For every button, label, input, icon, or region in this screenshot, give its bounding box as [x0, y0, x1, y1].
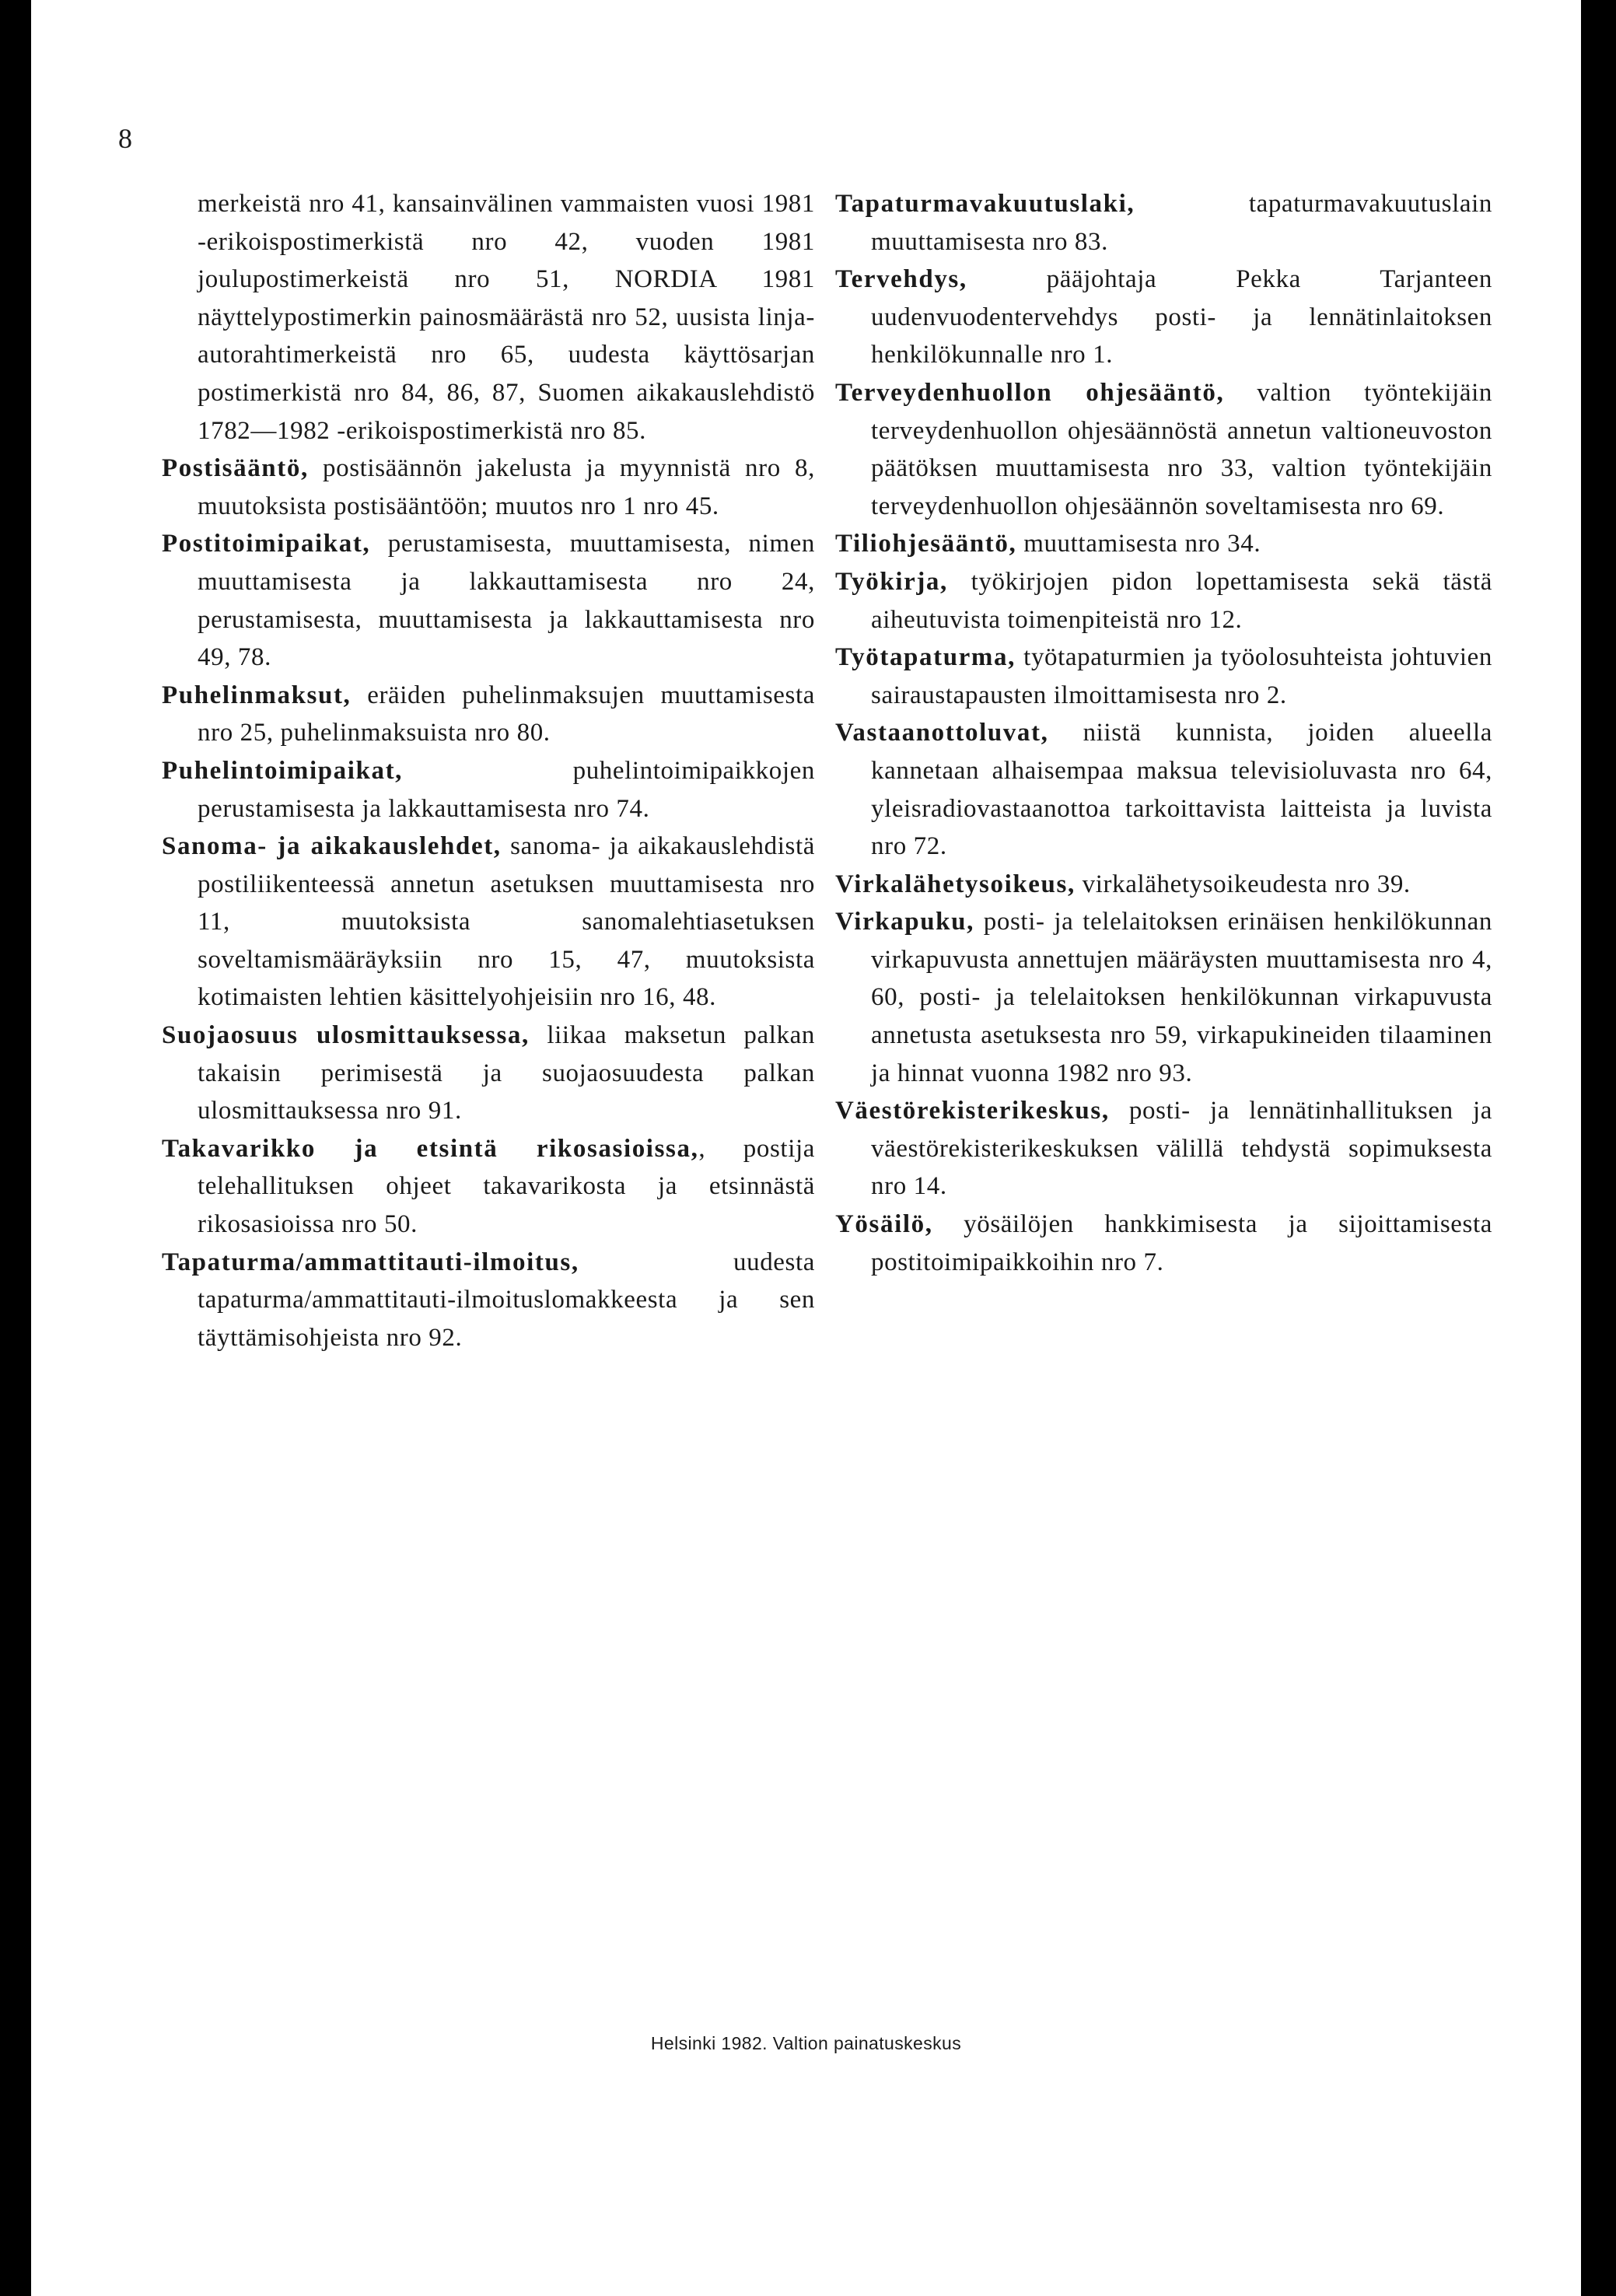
index-entry — [162, 828, 815, 1017]
entry-text: eräiden puhelinmaksujen muuttamisesta nro 25, puhelinmaksuista nro 80. — [198, 681, 815, 747]
entry-term: Takavarikko ja etsintä rikosasioissa, — [162, 1134, 699, 1163]
entry-text: postisäännön jakelusta ja myynnistä nro 8, muutoksista postisääntöön; muutos nro 1 nro 45. — [198, 454, 815, 520]
entry-text: niistä kunnista, joiden alueella kannetaan alhaisempaa maksua televisioluvasta nro 64, yleisradiovastaanottoa tarkoittavista laitteista ja luvista nro 72. — [871, 719, 1492, 861]
index-entry — [835, 1092, 1492, 1206]
document-page — [31, 0, 1581, 2296]
entry-term: Virkapuku, — [835, 908, 974, 936]
entry-term: Terveydenhuollon ohjesääntö, — [835, 378, 1225, 407]
entry-text: perustamisesta, muuttamisesta, nimen muuttamisesta ja lakkauttamisesta nro 24, perustamisesta, muuttamisesta ja lakkauttamisesta nro 49, 78. — [198, 530, 815, 672]
entry-term: Vastaanottoluvat, — [835, 719, 1049, 747]
left-column — [162, 185, 815, 1356]
index-entry — [162, 450, 815, 525]
index-entry — [835, 261, 1492, 374]
entry-text: uudesta tapaturma/ammattitauti-ilmoituslomakkeesta ja sen täyttämisohjeista nro 92. — [198, 1248, 815, 1352]
entry-term: Työtapaturma, — [835, 643, 1016, 672]
entry-term: Väestörekisterikeskus, — [835, 1097, 1110, 1125]
entry-text: merkeistä nro 41, kansainvälinen vammaisten vuosi 1981 -erikoispostimerkistä nro 42, vuoden 1981 joulupostimerkeistä nro 51, NORDIA 1981 näyttelypostimerkin painosmäärästä nro 52, uusista linja-autorahtimerkeistä nro 65, uudesta käyttösarjan postimerkistä nro 84, 86, 87, Suomen aikakauslehdistö 1782—1982 -erikoispostimerkistä nro 85. — [198, 190, 815, 445]
index-entry — [162, 1244, 815, 1357]
entry-text: työkirjojen pidon lopettamisesta sekä tästä aiheutuvista toimenpiteistä nro 12. — [871, 567, 1492, 634]
entry-term: Postisääntö, — [162, 454, 309, 483]
entry-term: Suojaosuus ulosmittauksessa, — [162, 1021, 530, 1050]
entry-term: Tiliohjesääntö, — [835, 530, 1017, 558]
entry-term: Virkalähetysoikeus, — [835, 870, 1076, 898]
entry-term: Tapaturma/ammattitauti-ilmoitus, — [162, 1248, 579, 1276]
index-entry — [835, 714, 1492, 865]
entry-text: liikaa maksetun palkan takaisin perimisestä ja suojaosuudesta palkan ulosmittauksessa nro 91. — [198, 1021, 815, 1125]
entry-text: , postija telehallituksen ohjeet takavarikosta ja etsinnästä rikosasioissa nro 50. — [198, 1134, 815, 1239]
entry-text: muuttamisesta nro 34. — [1016, 530, 1261, 558]
entry-term: Puhelintoimipaikat, — [162, 756, 404, 785]
entry-text: posti- ja telelaitoksen erinäisen henkilökunnan virkapuvusta annettujen määräysten muuttamisesta nro 4, 60, posti- ja telelaitoksen henkilökunnan virkapuvusta annetusta asetuksesta nro 59, virkapukineiden tilaaminen ja hinnat vuonna 1982 nro 93. — [871, 908, 1492, 1087]
index-entry — [835, 1206, 1492, 1281]
entry-text: pääjohtaja Pekka Tarjanteen uudenvuodentervehdys posti- ja lennätinlaitoksen henkilökunnalle nro 1. — [871, 265, 1492, 369]
entry-term: Postitoimipaikat, — [162, 530, 371, 558]
entry-text: posti- ja lennätinhallituksen ja väestörekisterikeskuksen välillä tehdystä sopimuksesta nro 14. — [871, 1097, 1492, 1201]
index-entry — [162, 525, 815, 676]
entry-term: Tapaturmavakuutuslaki, — [835, 190, 1135, 218]
entry-term: Työkirja, — [835, 567, 948, 596]
index-entry — [162, 1130, 815, 1244]
index-entry — [835, 525, 1492, 563]
entry-term: Tervehdys, — [835, 265, 967, 294]
index-entry — [835, 903, 1492, 1092]
index-entry — [162, 752, 815, 828]
index-entry — [162, 185, 815, 450]
index-entry — [835, 185, 1492, 261]
index-entry — [835, 374, 1492, 525]
entry-text: sanoma- ja aikakauslehdistä postiliikenteessä annetun asetuksen muuttamisesta nro 11, muutoksista sanomalehtiasetuksen soveltamismääräyksiin nro 15, 47, muutoksista kotimaisten lehtien käsittelyohjeisiin nro 16, 48. — [198, 832, 815, 1012]
entry-text: puhelintoimipaikkojen perustamisesta ja lakkauttamisesta nro 74. — [198, 756, 815, 823]
entry-text: työtapaturmien ja työolosuhteista johtuvien sairaustapausten ilmoittamisesta nro 2. — [871, 643, 1492, 709]
entry-text: valtion työntekijäin terveydenhuollon ohjesäännöstä annetun valtioneuvoston päätöksen muuttamisesta nro 33, valtion työntekijäin terveydenhuollon ohjesäännön soveltamisesta nro 69. — [871, 378, 1492, 520]
entry-term: Yösäilö, — [835, 1210, 933, 1239]
index-entry — [835, 639, 1492, 714]
entry-term: Puhelinmaksut, — [162, 681, 352, 709]
entry-term: Sanoma- ja aikakauslehdet, — [162, 832, 502, 861]
index-entry — [162, 677, 815, 752]
index-entry — [835, 866, 1492, 904]
right-column — [835, 185, 1492, 1281]
page-number: 8 — [118, 123, 132, 154]
index-entry — [835, 563, 1492, 639]
entry-text: yösäilöjen hankkimisesta ja sijoittamisesta postitoimipaikkoihin nro 7. — [871, 1210, 1492, 1276]
entry-text: virkalähetysoikeudesta nro 39. — [1075, 870, 1411, 898]
index-entry — [162, 1017, 815, 1130]
imprint-footer: Helsinki 1982. Valtion painatuskeskus — [650, 2033, 962, 2053]
entry-text: tapaturmavakuutuslain muuttamisesta nro 83. — [871, 190, 1492, 256]
